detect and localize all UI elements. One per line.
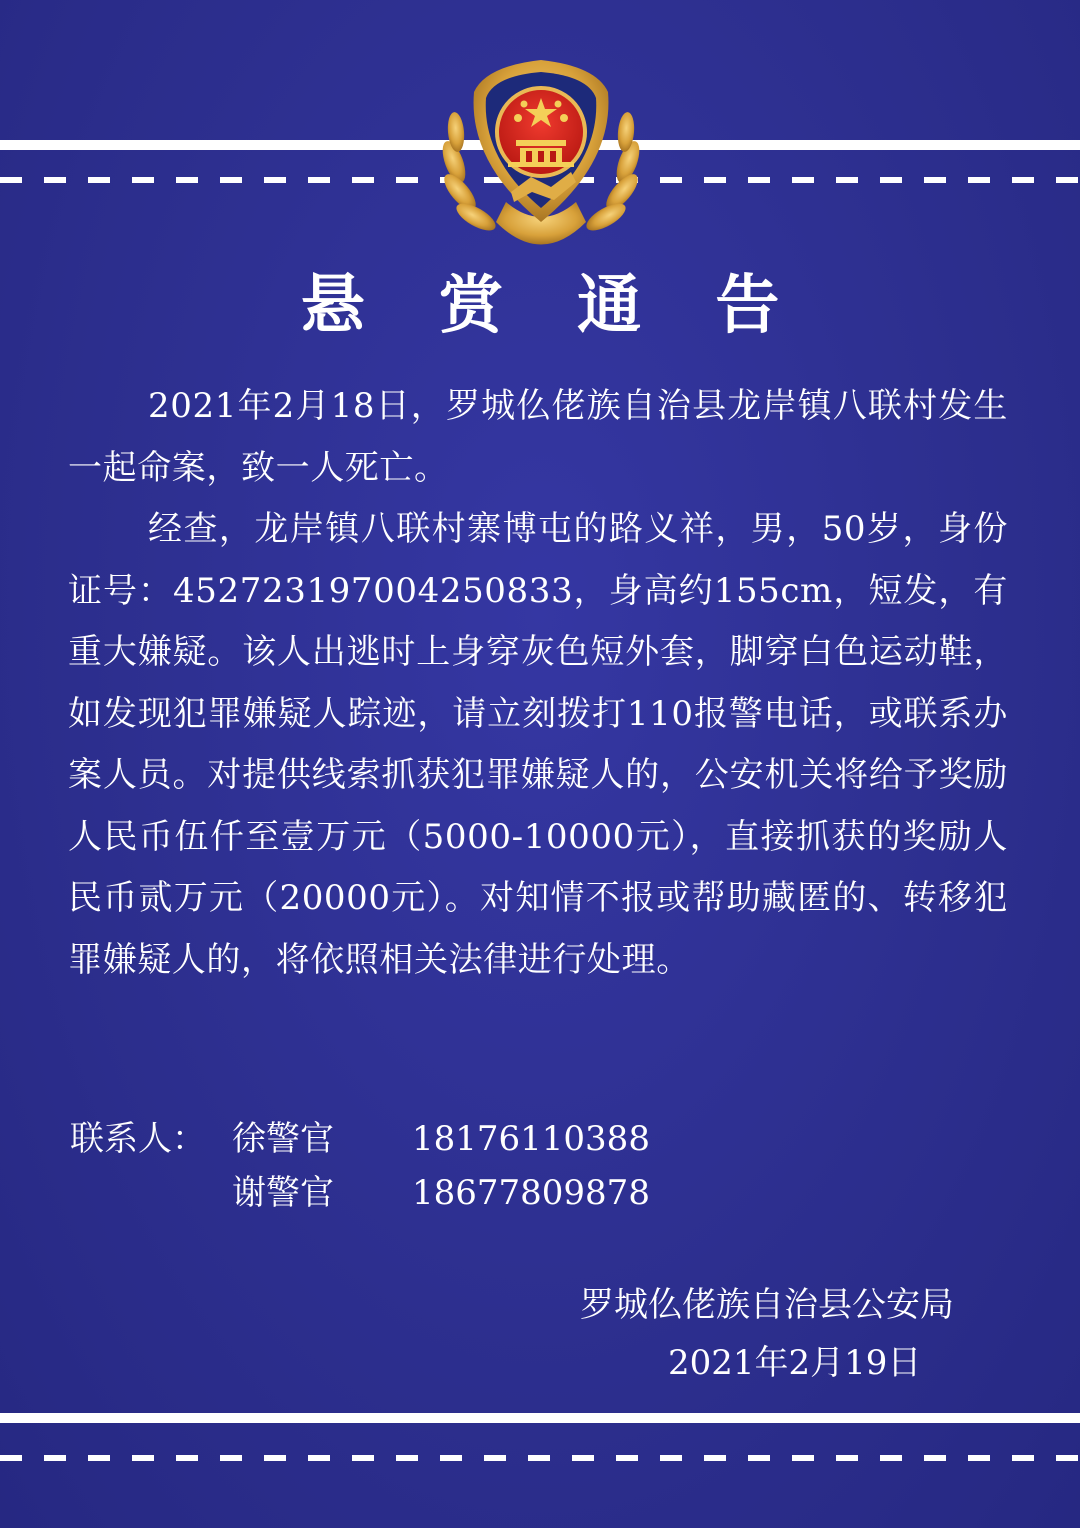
- notice-paragraph-2: 经查，龙岸镇八联村寨博屯的路义祥，男，50岁，身份证号：452723197004250833，身高约155cm，短发，有重大嫌疑。该人出逃时上身穿灰色短外套，脚穿白色运动鞋，如发现犯罪嫌疑人踪迹，请立刻拨打110报警电话，或联系办案人员。对提供线索抓获犯罪嫌疑人的，公安机关将给予奖励人民币伍仟至壹万元（5000-10000元），直接抓获的奖励人民币贰万元（20000元）。对知情不报或帮助藏匿的、转移犯罪嫌疑人的，将依照相关法律进行处理。: [68, 509, 1008, 980]
- police-emblem-icon: [436, 52, 646, 262]
- contact-name-1: 徐警官: [232, 1119, 334, 1159]
- bottom-white-band: [0, 1413, 1080, 1423]
- notice-title: 悬 赏 通 告: [300, 269, 806, 343]
- notice-body: [68, 376, 1008, 991]
- notice-paragraph-1: 2021年2月18日，罗城仫佬族自治县龙岸镇八联村发生一起命案，致一人死亡。: [68, 386, 1008, 488]
- contact-phone-1: 18176110388: [412, 1119, 650, 1159]
- bottom-dashed-divider: [0, 1455, 1080, 1461]
- contact-label: 联系人：: [70, 1119, 206, 1159]
- contact-row-2: [70, 1168, 650, 1218]
- issue-date: 2021年2月19日: [668, 1343, 922, 1383]
- contact-name-2: 谢警官: [232, 1173, 334, 1213]
- issuing-organization: 罗城仫佬族自治县公安局: [580, 1285, 954, 1325]
- contact-phone-2: 18677809878: [412, 1173, 650, 1213]
- contact-row-1: [70, 1114, 650, 1164]
